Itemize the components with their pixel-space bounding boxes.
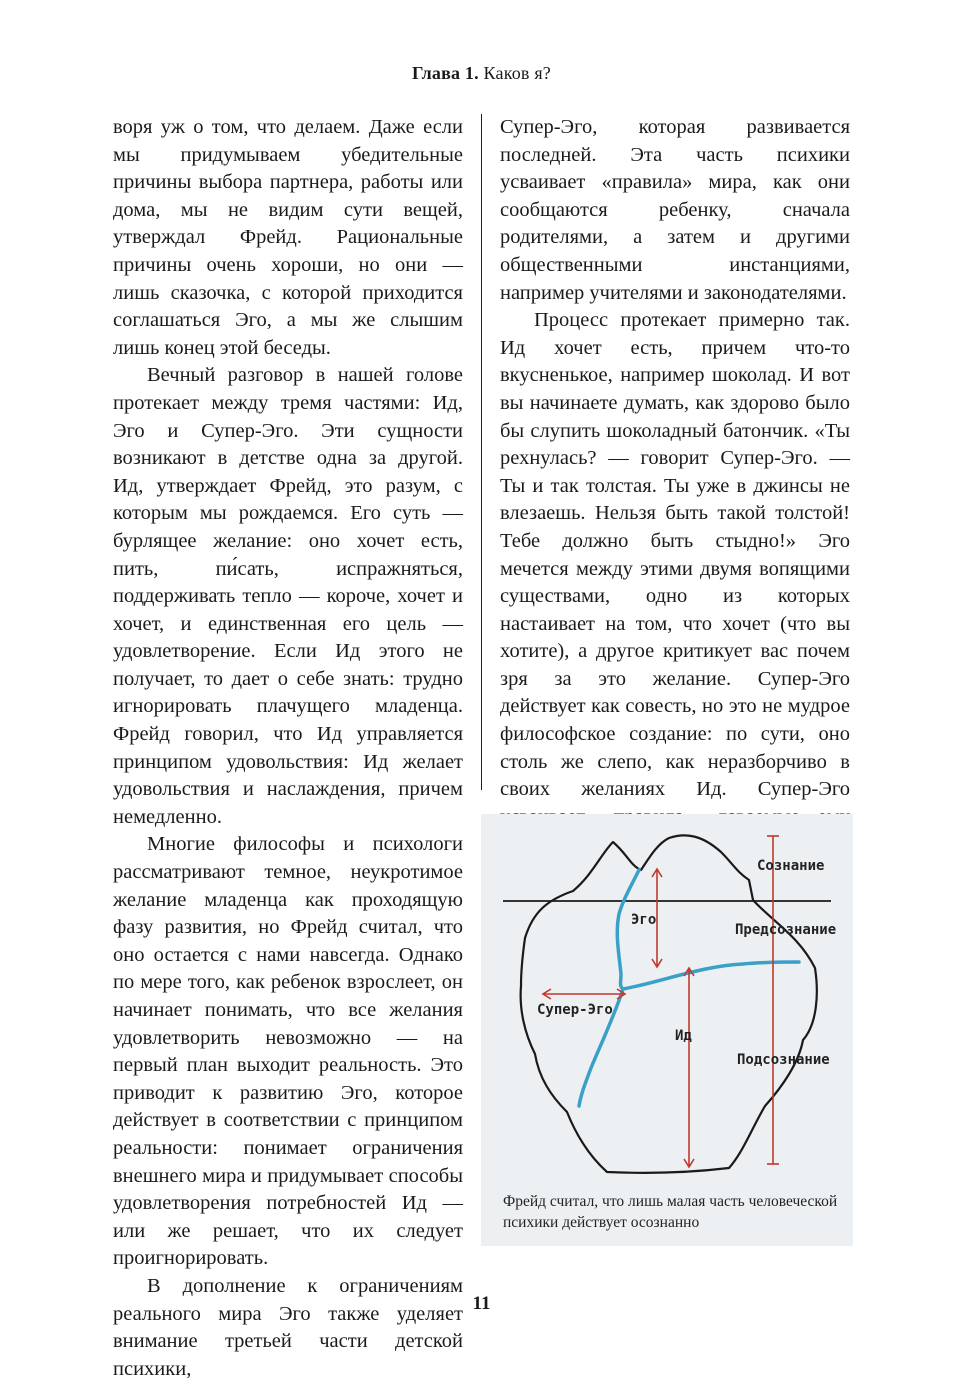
label-id: Ид [675, 1028, 692, 1044]
label-ego: Эго [631, 912, 657, 928]
paragraph: воря уж о том, что делаем. Даже если мы придумываем убедительные причины выбора партнера, работы или дома, мы не видим сути вещей, утверждал Фрейд. Рациональные причины очень хороши, но они — лишь сказочка, с которой приходится соглашаться Эго, а мы же слышим лишь конец этой беседы. [113, 116, 463, 359]
label-superego: Супер-Эго [537, 1002, 613, 1018]
chapter-number: Глава 1. [411, 63, 479, 83]
left-column [113, 114, 463, 1383]
label-preconscious: Предсознание [735, 922, 837, 938]
paragraph: Супер-Эго, которая развивается последней. Эта часть психики усваивает «правила» мира, как они сообщаются ребенку, сначала родителями, а затем и другими общественными инстанциями, например учителями и законодателями. [500, 116, 850, 304]
right-column [500, 114, 850, 859]
iceberg-figure [481, 814, 853, 1246]
chapter-title: Каков я? [483, 63, 551, 83]
running-head [0, 63, 963, 84]
paragraph: В дополнение к ограничениям реального мира Эго также уделяет внимание третьей части детской психики, [113, 1274, 463, 1380]
figure-caption: Фрейд считал, что лишь малая часть человеческой психики действует осознанно [503, 1193, 838, 1231]
paragraph: Многие философы и психологи рассматривают темное, неукротимое желание младенца как проходящую фазу развития, но Фрейд считал, что оно остается с нами навсегда. Однако по мере того, как ребенок взрослеет, он начинает понимать, что все желания удовлетворить невозможно — на первый план выходит реальность. Это приводит к развитию Эго, которое действует в соответствии с принципом реальности: понимает ограничения внешнего мира и придумывает способы удовлетворения потребностей Ид — или же решает, что их следует проигнорировать. [113, 833, 463, 1270]
iceberg-diagram [481, 814, 853, 1246]
paragraph: Процесс протекает примерно так. Ид хочет есть, причем что-то вкусненькое, например шоколад. И вот вы начинаете думать, как здорово было бы слупить шоколадный батончик. «Ты рехнулась? — говорит Супер-Эго. — Ты и так толстая. Ты уже в джинсы не влезаешь. Нельзя быть такой толстой! Тебе должно быть стыдно!» Эго мечется между этими двумя вопящими существами, одно из которых настаивает на том, что хочет (что вы хотите), а другое критикует вас почем зря за это желание. Супер-Эго действует как совесть, но это не мудрое философское создание: по сути, оно столь же слепо, как неразборчиво в своих желаниях Ид. Супер-Эго [500, 309, 850, 801]
label-conscious: Сознание [757, 858, 825, 874]
page-number: 11 [472, 1293, 491, 1314]
label-subconscious: Подсознание [737, 1052, 830, 1068]
column-divider [481, 114, 482, 790]
paragraph: Вечный разговор в нашей голове протекает между тремя частями: Ид, Эго и Супер-Эго. Эти сущности возникают в детстве одна за другой. Ид, утверждает Фрейд, это разум, с которым мы рождаемся. Его суть — бурлящее желание: оно хочет есть, пить, пи́сать, испражняться, поддерживать тепло — короче, хочет и хочет, и единственная его цель — удовлетворение. Если Ид этого не получает, то дает о себе знать: трудно игнорировать плачущего младенца. Фрейд говорил, что Ид управляется принципом удовольствия: Ид желает удовольствия и наслаждения, причем немедленно. [113, 364, 463, 828]
